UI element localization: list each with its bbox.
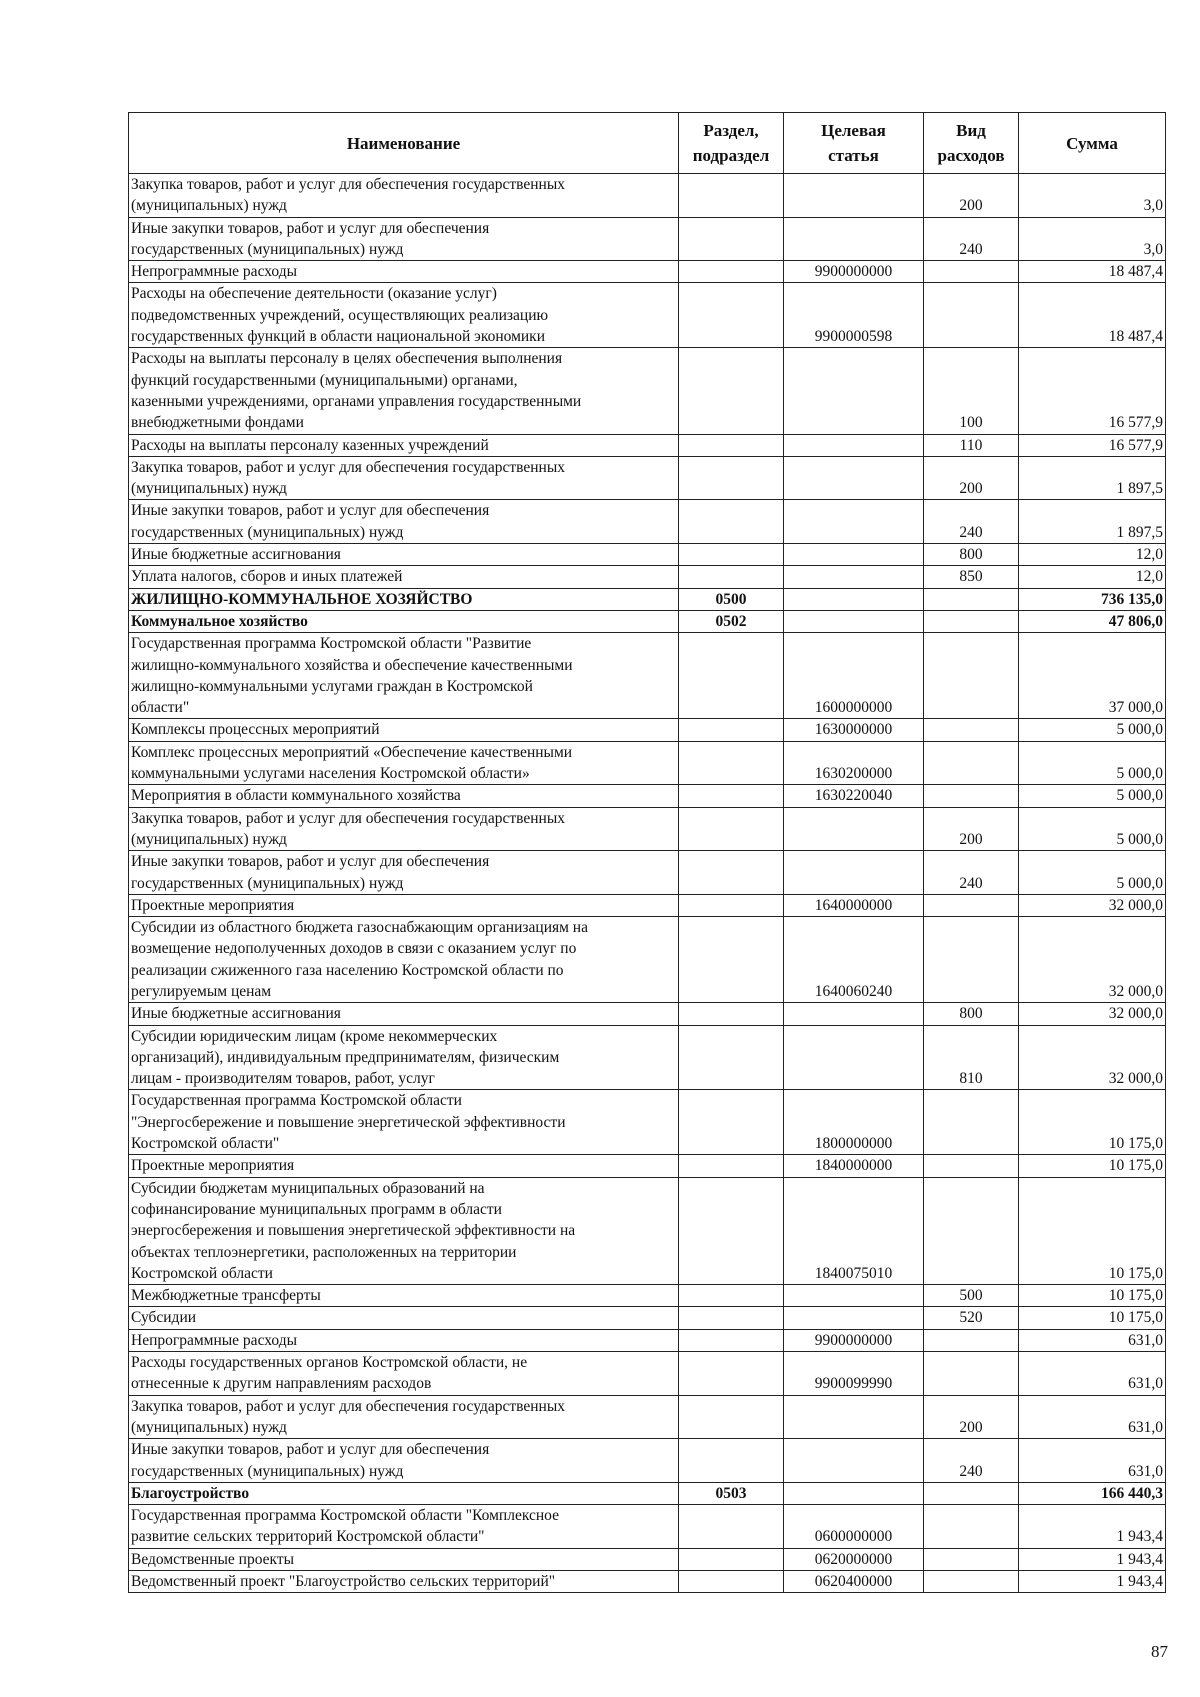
table-row	[129, 917, 1166, 1003]
cell-name: Закупка товаров, работ и услуг для обеспечения государственных (муниципальных) нужд	[129, 807, 679, 851]
header-section: Раздел, подраздел	[679, 113, 784, 174]
cell-sum: 1 943,4	[1019, 1548, 1166, 1570]
cell-name: Иные бюджетные ассигнования	[129, 1003, 679, 1025]
table-row	[129, 1285, 1166, 1307]
cell-target	[784, 500, 924, 544]
cell-target: 0620400000	[784, 1571, 924, 1593]
cell-section	[679, 217, 784, 261]
cell-sum: 37 000,0	[1019, 633, 1166, 719]
cell-section	[679, 917, 784, 1003]
cell-target	[784, 588, 924, 610]
cell-section	[679, 348, 784, 434]
cell-kind	[924, 719, 1019, 741]
cell-name: ЖИЛИЩНО-КОММУНАЛЬНОЕ ХОЗЯЙСТВО	[129, 588, 679, 610]
cell-name: Иные закупки товаров, работ и услуг для обеспечения государственных (муниципальных) нужд	[129, 500, 679, 544]
budget-table	[128, 112, 1166, 1593]
cell-target	[784, 610, 924, 632]
table-row	[129, 261, 1166, 283]
cell-section: 0500	[679, 588, 784, 610]
cell-name: Проектные мероприятия	[129, 1155, 679, 1177]
cell-section	[679, 807, 784, 851]
cell-kind	[924, 1177, 1019, 1284]
cell-name: Субсидии	[129, 1307, 679, 1329]
cell-kind	[924, 785, 1019, 807]
table-row	[129, 1482, 1166, 1504]
cell-sum: 631,0	[1019, 1439, 1166, 1483]
cell-sum: 16 577,9	[1019, 434, 1166, 456]
cell-name: Расходы на выплаты персоналу в целях обеспечения выполнения функций государственными (муниципальными) органами, казенными учреждениями, органами управления государственными внебюджетными фондами	[129, 348, 679, 434]
cell-target	[784, 456, 924, 500]
cell-name: Иные закупки товаров, работ и услуг для обеспечения государственных (муниципальных) нужд	[129, 217, 679, 261]
cell-kind	[924, 610, 1019, 632]
cell-kind	[924, 1352, 1019, 1396]
cell-name: Государственная программа Костромской области "Развитие жилищно-коммунального хозяйства и обеспечение качественными жилищно-коммунальными услугами граждан в Костромской области"	[129, 633, 679, 719]
table-row	[129, 1548, 1166, 1570]
cell-target	[784, 434, 924, 456]
cell-section	[679, 1439, 784, 1483]
cell-target: 9900099990	[784, 1352, 924, 1396]
table-row	[129, 1307, 1166, 1329]
cell-section	[679, 261, 784, 283]
cell-name: Субсидии юридическим лицам (кроме некоммерческих организаций), индивидуальным предпринимателям, физическим лицам - производителям товаров, работ, услуг	[129, 1025, 679, 1090]
cell-kind: 240	[924, 851, 1019, 895]
cell-kind	[924, 261, 1019, 283]
table-row	[129, 1329, 1166, 1351]
cell-target: 1640060240	[784, 917, 924, 1003]
cell-target: 0620000000	[784, 1548, 924, 1570]
cell-name: Проектные мероприятия	[129, 894, 679, 916]
cell-sum: 10 175,0	[1019, 1285, 1166, 1307]
header-kind: Вид расходов	[924, 113, 1019, 174]
cell-section	[679, 741, 784, 785]
table-row	[129, 588, 1166, 610]
cell-section	[679, 1003, 784, 1025]
cell-target	[784, 1482, 924, 1504]
cell-name: Субсидии бюджетам муниципальных образований на софинансирование муниципальных программ в области энергосбережения и повышения энергетической эффективности на объектах теплоэнергетики, расположенных на территории Костромской области	[129, 1177, 679, 1284]
table-row	[129, 283, 1166, 348]
cell-sum: 10 175,0	[1019, 1155, 1166, 1177]
cell-section	[679, 1155, 784, 1177]
cell-section	[679, 1329, 784, 1351]
cell-name: Субсидии из областного бюджета газоснабжающим организациям на возмещение недополученных доходов в связи с оказанием услуг по реализации сжиженного газа населению Костромской области по регулируемым ценам	[129, 917, 679, 1003]
cell-kind	[924, 917, 1019, 1003]
table-row	[129, 1155, 1166, 1177]
cell-kind	[924, 283, 1019, 348]
cell-section	[679, 1285, 784, 1307]
cell-kind: 800	[924, 544, 1019, 566]
cell-name: Закупка товаров, работ и услуг для обеспечения государственных (муниципальных) нужд	[129, 456, 679, 500]
cell-sum: 5 000,0	[1019, 741, 1166, 785]
cell-kind: 100	[924, 348, 1019, 434]
cell-name: Расходы на обеспечение деятельности (оказание услуг) подведомственных учреждений, осуществляющих реализацию государственных функций в области национальной экономики	[129, 283, 679, 348]
table-row	[129, 174, 1166, 218]
cell-name: Расходы на выплаты персоналу казенных учреждений	[129, 434, 679, 456]
cell-kind: 110	[924, 434, 1019, 456]
cell-name: Закупка товаров, работ и услуг для обеспечения государственных (муниципальных) нужд	[129, 1395, 679, 1439]
table-row	[129, 348, 1166, 434]
cell-name: Коммунальное хозяйство	[129, 610, 679, 632]
cell-target: 9900000000	[784, 261, 924, 283]
cell-target: 9900000000	[784, 1329, 924, 1351]
cell-name: Ведомственные проекты	[129, 1548, 679, 1570]
cell-section	[679, 1505, 784, 1549]
cell-target: 9900000598	[784, 283, 924, 348]
cell-sum: 166 440,3	[1019, 1482, 1166, 1504]
cell-kind: 200	[924, 1395, 1019, 1439]
cell-sum: 5 000,0	[1019, 785, 1166, 807]
cell-sum: 1 897,5	[1019, 500, 1166, 544]
cell-kind	[924, 1571, 1019, 1593]
cell-target	[784, 566, 924, 588]
cell-section	[679, 1025, 784, 1090]
header-target: Целевая статья	[784, 113, 924, 174]
cell-name: Комплекс процессных мероприятий «Обеспечение качественными коммунальными услугами населения Костромской области»	[129, 741, 679, 785]
table-row	[129, 1439, 1166, 1483]
cell-name: Непрограммные расходы	[129, 1329, 679, 1351]
cell-name: Закупка товаров, работ и услуг для обеспечения государственных (муниципальных) нужд	[129, 174, 679, 218]
cell-sum: 32 000,0	[1019, 1003, 1166, 1025]
cell-name: Мероприятия в области коммунального хозяйства	[129, 785, 679, 807]
cell-kind: 200	[924, 807, 1019, 851]
cell-target	[784, 1025, 924, 1090]
cell-section: 0502	[679, 610, 784, 632]
cell-kind: 200	[924, 174, 1019, 218]
cell-target	[784, 1003, 924, 1025]
table-row	[129, 1571, 1166, 1593]
cell-sum: 10 175,0	[1019, 1090, 1166, 1155]
cell-sum: 32 000,0	[1019, 1025, 1166, 1090]
cell-sum: 3,0	[1019, 217, 1166, 261]
table-row	[129, 851, 1166, 895]
cell-kind: 520	[924, 1307, 1019, 1329]
cell-sum: 5 000,0	[1019, 807, 1166, 851]
cell-section	[679, 456, 784, 500]
table-body	[129, 174, 1166, 1593]
cell-target	[784, 1307, 924, 1329]
table-row	[129, 500, 1166, 544]
cell-kind	[924, 633, 1019, 719]
header-name: Наименование	[129, 113, 679, 174]
cell-section	[679, 1177, 784, 1284]
cell-section	[679, 434, 784, 456]
cell-sum: 32 000,0	[1019, 917, 1166, 1003]
cell-sum: 18 487,4	[1019, 283, 1166, 348]
table-row	[129, 633, 1166, 719]
cell-kind: 240	[924, 1439, 1019, 1483]
cell-sum: 32 000,0	[1019, 894, 1166, 916]
cell-sum: 10 175,0	[1019, 1307, 1166, 1329]
cell-kind: 850	[924, 566, 1019, 588]
cell-section: 0503	[679, 1482, 784, 1504]
cell-target: 1630220040	[784, 785, 924, 807]
table-row	[129, 610, 1166, 632]
cell-name: Комплексы процессных мероприятий	[129, 719, 679, 741]
table-row	[129, 566, 1166, 588]
cell-kind	[924, 588, 1019, 610]
cell-section	[679, 1352, 784, 1396]
cell-sum: 12,0	[1019, 544, 1166, 566]
table-row	[129, 1505, 1166, 1549]
table-row	[129, 785, 1166, 807]
cell-name: Благоустройство	[129, 1482, 679, 1504]
table-row	[129, 1090, 1166, 1155]
cell-name: Ведомственный проект "Благоустройство сельских территорий"	[129, 1571, 679, 1593]
cell-section	[679, 1548, 784, 1570]
cell-sum: 1 943,4	[1019, 1505, 1166, 1549]
cell-kind: 240	[924, 217, 1019, 261]
cell-target: 0600000000	[784, 1505, 924, 1549]
cell-name: Иные закупки товаров, работ и услуг для обеспечения государственных (муниципальных) нужд	[129, 851, 679, 895]
cell-sum: 736 135,0	[1019, 588, 1166, 610]
cell-kind	[924, 1155, 1019, 1177]
cell-sum: 5 000,0	[1019, 719, 1166, 741]
cell-target	[784, 174, 924, 218]
cell-sum: 5 000,0	[1019, 851, 1166, 895]
cell-sum: 47 806,0	[1019, 610, 1166, 632]
cell-kind	[924, 894, 1019, 916]
cell-name: Непрограммные расходы	[129, 261, 679, 283]
table-row	[129, 1395, 1166, 1439]
cell-target: 1840075010	[784, 1177, 924, 1284]
cell-section	[679, 1090, 784, 1155]
cell-section	[679, 1395, 784, 1439]
cell-kind: 200	[924, 456, 1019, 500]
cell-target	[784, 217, 924, 261]
cell-sum: 12,0	[1019, 566, 1166, 588]
cell-name: Расходы государственных органов Костромской области, не отнесенные к другим направлениям расходов	[129, 1352, 679, 1396]
table-row	[129, 1003, 1166, 1025]
cell-kind: 800	[924, 1003, 1019, 1025]
cell-sum: 1 897,5	[1019, 456, 1166, 500]
cell-target	[784, 807, 924, 851]
cell-section	[679, 283, 784, 348]
cell-sum: 3,0	[1019, 174, 1166, 218]
header-sum: Сумма	[1019, 113, 1166, 174]
cell-name: Государственная программа Костромской области "Энергосбережение и повышение энергетической эффективности Костромской области"	[129, 1090, 679, 1155]
table-header-row	[129, 113, 1166, 174]
cell-target	[784, 1285, 924, 1307]
cell-section	[679, 851, 784, 895]
cell-name: Уплата налогов, сборов и иных платежей	[129, 566, 679, 588]
cell-section	[679, 544, 784, 566]
cell-kind: 810	[924, 1025, 1019, 1090]
cell-name: Иные закупки товаров, работ и услуг для обеспечения государственных (муниципальных) нужд	[129, 1439, 679, 1483]
cell-section	[679, 500, 784, 544]
cell-sum: 631,0	[1019, 1352, 1166, 1396]
cell-sum: 10 175,0	[1019, 1177, 1166, 1284]
cell-kind	[924, 1548, 1019, 1570]
cell-target: 1800000000	[784, 1090, 924, 1155]
table-row	[129, 719, 1166, 741]
cell-kind: 500	[924, 1285, 1019, 1307]
cell-section	[679, 1571, 784, 1593]
cell-kind: 240	[924, 500, 1019, 544]
cell-target	[784, 348, 924, 434]
cell-kind	[924, 1329, 1019, 1351]
table-row	[129, 741, 1166, 785]
cell-target: 1630000000	[784, 719, 924, 741]
cell-section	[679, 566, 784, 588]
cell-section	[679, 894, 784, 916]
cell-kind	[924, 1482, 1019, 1504]
cell-section	[679, 633, 784, 719]
cell-sum: 18 487,4	[1019, 261, 1166, 283]
table-row	[129, 544, 1166, 566]
cell-section	[679, 174, 784, 218]
cell-kind	[924, 1090, 1019, 1155]
cell-target: 1640000000	[784, 894, 924, 916]
cell-section	[679, 1307, 784, 1329]
cell-target	[784, 1439, 924, 1483]
cell-target: 1840000000	[784, 1155, 924, 1177]
cell-target: 1630200000	[784, 741, 924, 785]
table-row	[129, 1352, 1166, 1396]
cell-section	[679, 785, 784, 807]
cell-name: Межбюджетные трансферты	[129, 1285, 679, 1307]
cell-sum: 16 577,9	[1019, 348, 1166, 434]
table-row	[129, 434, 1166, 456]
table-row	[129, 1177, 1166, 1284]
table-row	[129, 1025, 1166, 1090]
cell-sum: 631,0	[1019, 1395, 1166, 1439]
cell-target	[784, 851, 924, 895]
cell-target	[784, 544, 924, 566]
cell-section	[679, 719, 784, 741]
cell-name: Иные бюджетные ассигнования	[129, 544, 679, 566]
cell-sum: 631,0	[1019, 1329, 1166, 1351]
cell-name: Государственная программа Костромской области "Комплексное развитие сельских территорий Костромской области"	[129, 1505, 679, 1549]
table-row	[129, 807, 1166, 851]
cell-sum: 1 943,4	[1019, 1571, 1166, 1593]
page-number: 87	[1151, 1642, 1168, 1661]
cell-kind	[924, 1505, 1019, 1549]
table-row	[129, 217, 1166, 261]
cell-kind	[924, 741, 1019, 785]
cell-target: 1600000000	[784, 633, 924, 719]
table-row	[129, 456, 1166, 500]
cell-target	[784, 1395, 924, 1439]
table-row	[129, 894, 1166, 916]
